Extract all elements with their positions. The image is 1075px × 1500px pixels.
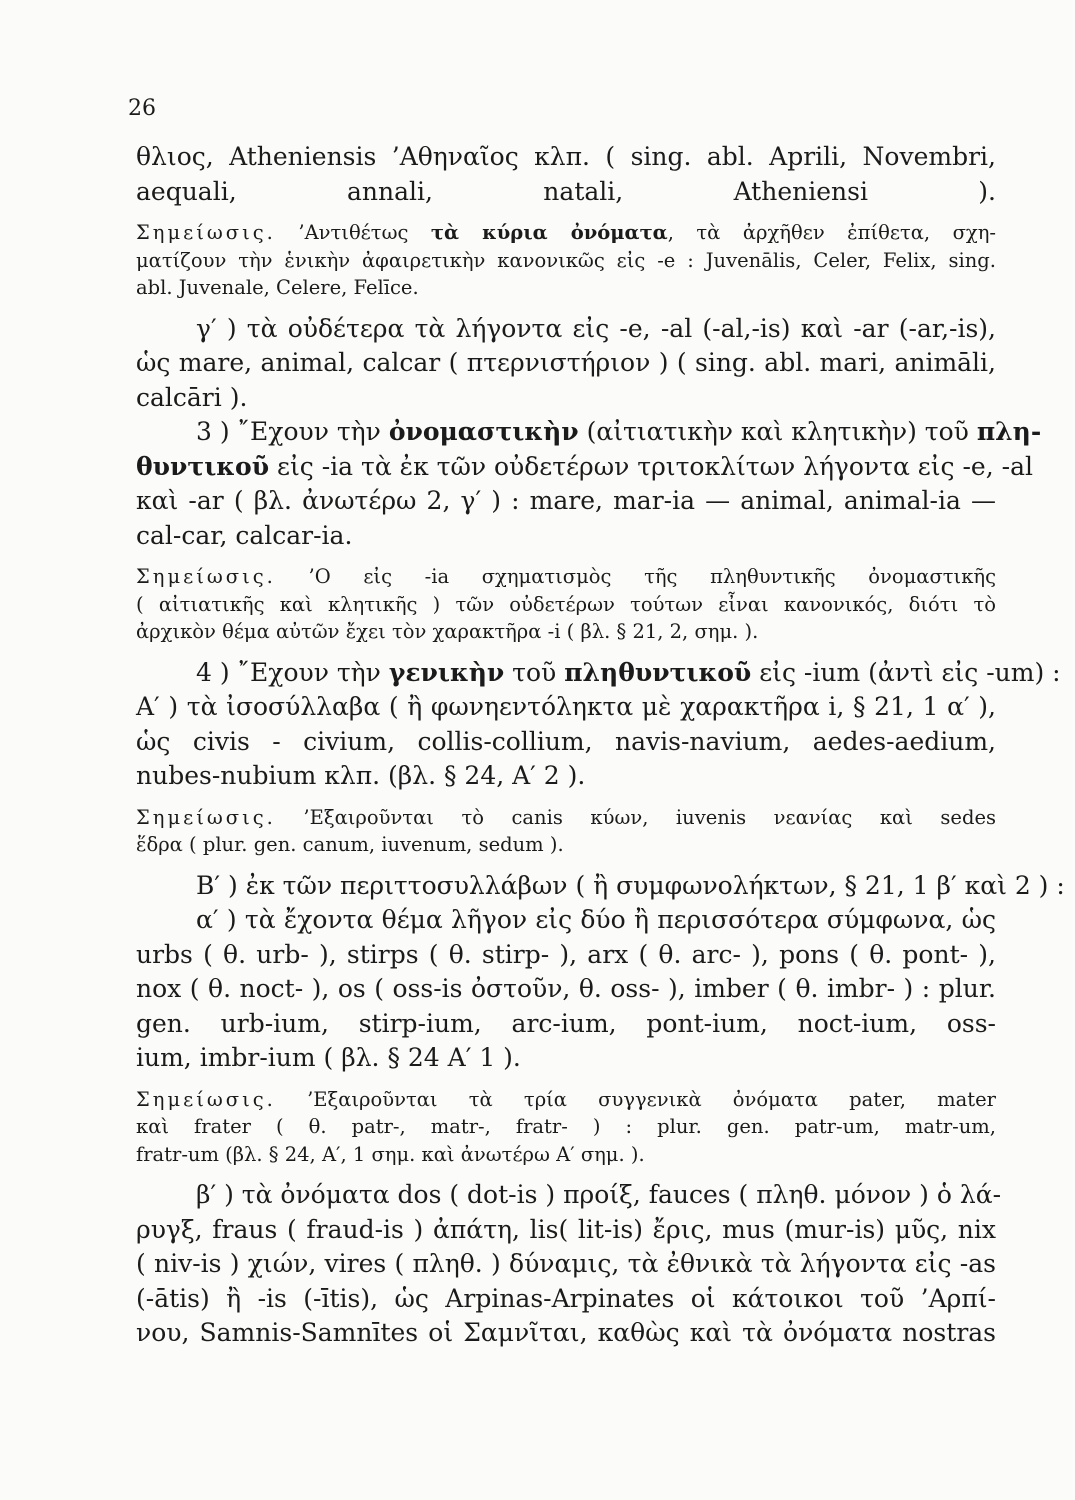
line-text: καὶ -ar ( βλ. ἀνωτέρω 2, γ′ ) : mare, mar-ia — animal, animal-ia —: [136, 486, 996, 515]
paragraph-gap: [136, 646, 996, 656]
text-line: [136, 175, 996, 210]
line-text: ματίζουν τὴν ἑνικὴν ἀφαιρετικὴν κανονικῶς εἰς -e : Juvenālis, Celer, Felix, sing.: [136, 248, 996, 272]
line-text: urbs ( θ. urb- ), stirps ( θ. stirp- ), arx ( θ. arc- ), pons ( θ. pont- ),: [136, 939, 996, 969]
text-line: [136, 381, 996, 416]
line-text: ὡς civis - civium, collis-collium, navis-navium, aedes-aedium,: [136, 726, 996, 756]
line-text: 3 ) ῎Εχουν τὴν: [196, 417, 389, 446]
bold-term: τὰ κύρια ὀνόματα: [430, 221, 668, 244]
note-heading: Σημείωσις.: [136, 221, 276, 244]
text-line: [136, 972, 996, 1007]
page-number: 26: [128, 96, 156, 121]
line-text: ’Αντιθέτως τὰ κύρια ὀνόματα, τὰ ἀρχῆθεν ἐπίθετα, σχη-: [275, 221, 996, 244]
paragraph-gap: [136, 859, 996, 869]
line-text: ’Εξαιροῦνται τὸ canis κύων, iuvenis νεανίας καὶ sedes: [275, 805, 996, 829]
line-text: α′ ) τὰ ἔχοντα θέμα λῆγον εἰς δύο ἢ περισσότερα σύμφωνα, ὡς: [196, 905, 996, 934]
text-line: [136, 1041, 996, 1076]
line-text: ἀρχικὸν θέμα αὐτῶν ἔχει τὸν χαρακτῆρα -i ( βλ. § 21, 2, σημ. ).: [136, 620, 759, 643]
text-line: [136, 690, 996, 725]
line-text: ἕδρα ( plur. gen. canum, iuvenum, sedum ).: [136, 833, 564, 856]
text-line: [136, 312, 996, 347]
line-text: θλιος, Atheniensis ’Αθηναῖος κλπ. ( sing. abl. Aprili, Novembri,: [136, 142, 996, 171]
note-line: [136, 247, 996, 275]
line-text: νου, Samnis-Samnītes οἱ Σαμνῖται, καθὼς καὶ τὰ ὀνόματα nostras: [136, 1318, 996, 1347]
text-line: [136, 1213, 996, 1248]
paragraph-gap: [136, 794, 996, 804]
text-line: [136, 1316, 996, 1351]
note-line: [136, 1086, 996, 1114]
line-text: nubes-nubium κλπ. (βλ. § 24, Α′ 2 ).: [136, 761, 586, 790]
note-line: [136, 804, 996, 832]
text-line: [136, 1178, 1002, 1213]
text-line: [136, 1247, 996, 1282]
line-text: (αἰτιατικὴν καὶ κλητικὴν) τοῦ πλη-: [578, 417, 1042, 446]
line-text: gen. urb-ium, stirp-ium, arc-ium, pont-ium, noct-ium, oss-: [136, 1008, 996, 1038]
line-text: ( niv-is ) χιών, vires ( πληθ. ) δύναμις, τὰ ἐθνικὰ τὰ λήγοντα εἰς -as: [136, 1249, 996, 1278]
text-line: [136, 1282, 996, 1317]
note-line: [136, 219, 996, 247]
line-text: τοῦ πληθυντικοῦ εἰς -ium (ἀντὶ εἰς -um) :: [504, 657, 1061, 687]
line-text: nox ( θ. noct- ), os ( oss-is ὀστοῦν, θ. oss- ), imber ( θ. imbr- ) : plur.: [136, 974, 996, 1003]
line-text: ium, imbr-ium ( βλ. § 24 Α′ 1 ).: [136, 1043, 521, 1072]
line-text: 4 ) ῎Εχουν τὴν: [196, 657, 389, 687]
line-text: aequali, annali, natali, Atheniensi ).: [136, 176, 996, 206]
line-text: abl. Juvenale, Celere, Felīce.: [136, 276, 419, 299]
note-heading: Σημείωσις.: [136, 1087, 276, 1111]
note-line: [136, 831, 996, 859]
paragraph-gap: [136, 302, 996, 312]
text-line: [136, 415, 1042, 450]
line-text: ( αἰτιατικῆς καὶ κλητικῆς ) τῶν οὐδετέρων τούτων εἶναι κανονικός, διότι τὸ: [136, 592, 996, 616]
text-column: [136, 140, 1065, 1351]
line-text: ’Εξαιροῦνται τὰ τρία συγγενικὰ ὀνόματα pater, mater: [275, 1087, 996, 1111]
note-line: [136, 274, 996, 302]
note-heading: Σημείωσις.: [136, 565, 276, 588]
text-line: [136, 759, 996, 794]
text-line: [136, 519, 996, 554]
text-line: [136, 484, 996, 519]
line-text: εἰς -ia τὰ ἐκ τῶν οὐδετέρων τριτοκλίτων λήγοντα εἰς -e, -al: [269, 451, 1033, 481]
paragraph-gap: [136, 1168, 996, 1178]
line-text: cal-car, calcar-ia.: [136, 520, 353, 550]
note-line: [136, 591, 996, 619]
line-text: γ′ ) τὰ οὐδέτερα τὰ λήγοντα εἰς -e, -al (-al,-is) καὶ -ar (-ar,-is),: [196, 313, 996, 343]
line-text: ὡς mare, animal, calcar ( πτερνιστήριον ) ( sing. abl. mari, animāli,: [136, 348, 996, 377]
note-line: [136, 1141, 996, 1169]
line-text: καὶ frater ( θ. patr-, matr-, fratr- ) : plur. gen. patr-um, matr-um,: [136, 1115, 996, 1138]
paragraph-gap: [136, 1076, 996, 1086]
text-line: [136, 903, 996, 938]
bold-term: γενικὴν: [388, 657, 505, 687]
text-line: [136, 656, 1061, 691]
line-text: β′ ) τὰ ὀνόματα dos ( dot-is ) προίξ, fauces ( πληθ. μόνον ) ὁ λά-: [196, 1180, 1002, 1209]
line-text: fratr-um (βλ. § 24, Α′, 1 σημ. καὶ ἀνωτέρω Α′ σημ. ).: [136, 1142, 645, 1166]
text-line: [136, 869, 1065, 904]
bold-term: πληθυντικοῦ: [564, 657, 752, 687]
line-text: ’Ο εἰς -ia σχηματισμὸς τῆς πληθυντικῆς ὀνομαστικῆς: [275, 565, 996, 588]
text-line: [136, 1007, 996, 1042]
text-line: [136, 938, 996, 973]
text-line: [136, 725, 996, 760]
bold-term: ὀνομαστικὴν: [388, 417, 579, 446]
note-heading: Σημείωσις.: [136, 805, 276, 829]
text-line: [136, 346, 996, 381]
bold-term: πλη-: [976, 417, 1042, 446]
line-text: Α′ ) τὰ ἰσοσύλλαβα ( ἢ φωνηεντόληκτα μὲ χαρακτῆρα i, § 21, 1 α′ ),: [136, 692, 996, 721]
line-text: ρυγξ, fraus ( fraud-is ) ἀπάτη, lis( lit-is) ἔρις, mus (mur-is) μῦς, nix: [136, 1214, 996, 1244]
line-text: calcāri ).: [136, 382, 248, 412]
note-line: [136, 1113, 996, 1141]
line-text: Β′ ) ἐκ τῶν περιττοσυλλάβων ( ἢ συμφωνολήκτων, § 21, 1 β′ καὶ 2 ) :: [196, 870, 1065, 900]
paragraph-gap: [136, 209, 996, 219]
text-line: [136, 140, 996, 175]
note-line: [136, 618, 996, 646]
paragraph-gap: [136, 553, 996, 563]
line-text: (-ātis) ἢ -is (-ītis), ὡς Arpinas-Arpinates οἱ κάτοικοι τοῦ ’Αρπί-: [136, 1283, 996, 1313]
bold-term: θυντικοῦ: [136, 451, 270, 481]
note-line: [136, 563, 996, 591]
text-line: [136, 450, 1033, 485]
